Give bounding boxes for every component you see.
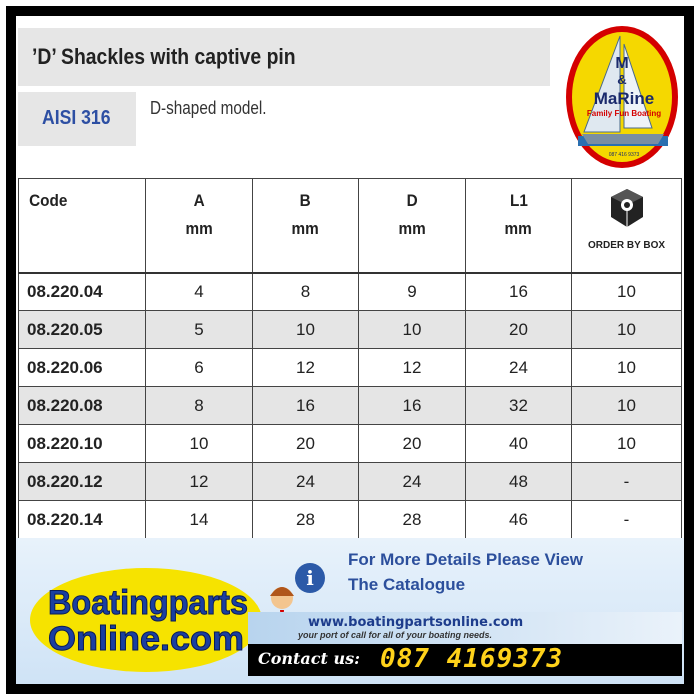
table-row <box>19 425 682 463</box>
table-cell: 28 <box>253 501 359 539</box>
column-header-code: Code <box>19 179 146 273</box>
table-header-row <box>19 179 682 273</box>
catalogue-info-line2: The Catalogue <box>348 575 466 594</box>
column-header-d: D mm <box>359 179 466 273</box>
table-cell: 20 <box>253 425 359 463</box>
table-cell: 24 <box>253 463 359 501</box>
table-cell: 28 <box>359 501 466 539</box>
column-header-l1: L1 mm <box>466 179 572 273</box>
table-cell: 24 <box>359 463 466 501</box>
column-header-a: A mm <box>146 179 253 273</box>
title-bar <box>18 28 550 86</box>
table-cell: 12 <box>253 349 359 387</box>
table-cell: 32 <box>466 387 572 425</box>
logo-tagline: Family Fun Boating <box>586 109 662 118</box>
table-cell: 16 <box>253 387 359 425</box>
brand-text-line1: Boatingparts <box>48 584 248 622</box>
table-cell: 10 <box>253 311 359 349</box>
logo-text-m: M <box>615 55 629 72</box>
svg-text:i: i <box>306 566 314 590</box>
contact-label: Contact us: <box>258 649 361 668</box>
table-cell: 10 <box>146 425 253 463</box>
logo-text-amp: & <box>617 72 627 87</box>
product-code-cell: 08.220.12 <box>19 463 146 501</box>
brand-text-line2: Online.com <box>48 620 245 658</box>
table-cell: 12 <box>359 349 466 387</box>
page-title: ’D’ Shackles with captive pin <box>32 44 296 69</box>
box-icon <box>607 187 647 231</box>
table-cell: 40 <box>466 425 572 463</box>
table-row <box>19 387 682 425</box>
banner-tagline: your port of call for all of your boating needs. <box>298 630 493 640</box>
logo-text-marine: MaRine <box>593 89 655 108</box>
table-cell: 5 <box>146 311 253 349</box>
contact-strip <box>248 644 682 676</box>
table-cell: 16 <box>359 387 466 425</box>
table-cell: 10 <box>572 425 682 463</box>
column-header-order-by-box <box>572 179 682 273</box>
product-code-cell: 08.220.05 <box>19 311 146 349</box>
table-cell: 46 <box>466 501 572 539</box>
table-cell: 20 <box>466 311 572 349</box>
table-cell: 12 <box>146 463 253 501</box>
table-row <box>19 463 682 501</box>
table-cell: 10 <box>572 311 682 349</box>
material-box <box>18 92 136 146</box>
promo-banner <box>16 538 684 684</box>
table-cell: 6 <box>146 349 253 387</box>
table-cell: 8 <box>146 387 253 425</box>
table-cell: 10 <box>572 349 682 387</box>
column-header-b: B mm <box>253 179 359 273</box>
catalog-panel <box>16 16 684 684</box>
table-row <box>19 311 682 349</box>
specs-table <box>18 178 682 539</box>
material-label: AISI 316 <box>42 107 111 129</box>
website-link[interactable]: www.boatingpartsonline.com <box>308 615 524 630</box>
product-code-cell: 08.220.10 <box>19 425 146 463</box>
table-cell: 20 <box>359 425 466 463</box>
table-row <box>19 501 682 539</box>
catalogue-info-line1: For More Details Please View <box>348 550 583 569</box>
product-code-cell: 08.220.08 <box>19 387 146 425</box>
table-cell: - <box>572 463 682 501</box>
table-cell: 4 <box>146 273 253 311</box>
table-cell: 14 <box>146 501 253 539</box>
order-by-box-label: ORDER BY BOX <box>587 240 666 251</box>
table-cell: 48 <box>466 463 572 501</box>
marine-logo <box>564 24 680 170</box>
product-code-cell: 08.220.14 <box>19 501 146 539</box>
phone-number[interactable]: 087 4169373 <box>380 644 564 674</box>
table-cell: 10 <box>359 311 466 349</box>
table-cell: 10 <box>572 273 682 311</box>
table-row <box>19 273 682 311</box>
table-cell: 10 <box>572 387 682 425</box>
table-cell: 8 <box>253 273 359 311</box>
url-strip <box>248 612 682 644</box>
logo-contact: 087 416 9373 <box>608 152 640 158</box>
page-frame <box>6 6 694 694</box>
table-cell: 24 <box>466 349 572 387</box>
table-cell: 16 <box>466 273 572 311</box>
table-cell: - <box>572 501 682 539</box>
product-code-cell: 08.220.06 <box>19 349 146 387</box>
model-description: D-shaped model. <box>150 98 267 118</box>
product-code-cell: 08.220.04 <box>19 273 146 311</box>
table-row <box>19 349 682 387</box>
table-cell: 9 <box>359 273 466 311</box>
boatingparts-logo[interactable] <box>28 566 264 674</box>
